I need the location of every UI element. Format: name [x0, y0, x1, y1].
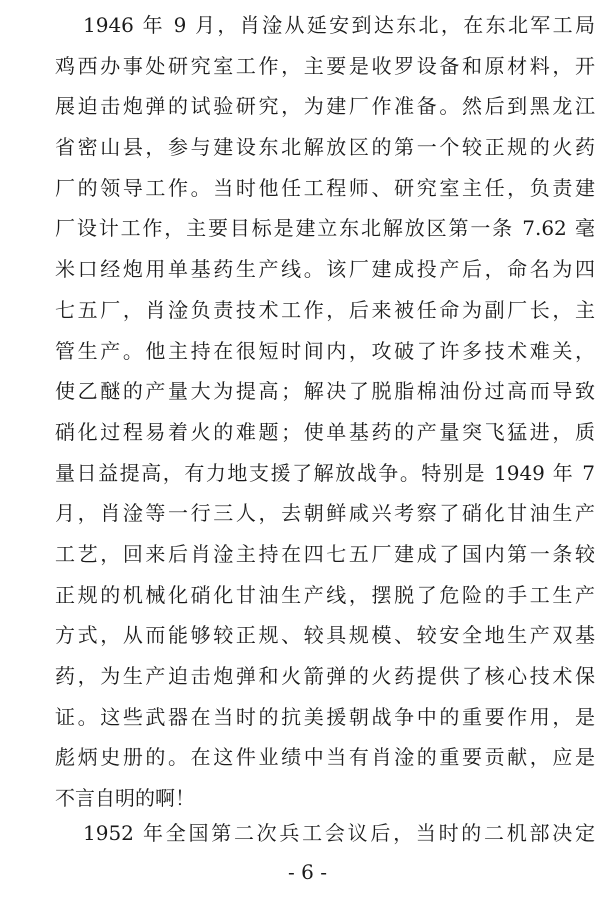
text-line: 正规的机械化硝化甘油生产线，摆脱了危险的手工生产	[55, 582, 595, 607]
text-line: 厂设计工作，主要目标是建立东北解放区第一条 7.62 毫	[55, 216, 595, 241]
text-line: 硝化过程易着火的难题；使单基药的产量突飞猛进，质	[55, 419, 595, 444]
text-line: 1946 年 9 月，肖淦从延安到达东北，在东北军工局	[83, 13, 595, 37]
text-line: 量日益提高，有力地支援了解放战争。特别是 1949 年 7	[55, 460, 595, 485]
text-line: 不言自明的啊！	[55, 786, 195, 811]
paragraph-2	[55, 813, 595, 854]
text-line: 管生产。他主持在很短时间内，攻破了许多技术难关，	[55, 338, 595, 363]
text-line: 鸡西办事处研究室工作，主要是收罗设备和原材料，开	[55, 53, 595, 78]
text-line: 厂的领导工作。当时他任工程师、研究室主任，负责建	[55, 175, 595, 200]
paragraph-1	[55, 5, 595, 819]
text-line: 展迫击炮弹的试验研究，为建厂作准备。然后到黑龙江	[55, 94, 595, 119]
text-line: 米口经炮用单基药生产线。该厂建成投产后，命名为四	[55, 257, 595, 282]
text-line: 工艺，回来后肖淦主持在四七五厂建成了国内第一条较	[55, 541, 595, 566]
text-line: 1952 年全国第二次兵工会议后，当时的二机部决定	[83, 821, 595, 845]
text-line: 省密山县，参与建设东北解放区的第一个较正规的火药	[55, 135, 595, 160]
text-line: 使乙醚的产量大为提高；解决了脱脂棉油份过高而导致	[55, 379, 595, 404]
page-number: - 6 -	[288, 860, 327, 884]
text-line: 七五厂，肖淦负责技术工作，后来被任命为副厂长，主	[55, 297, 595, 322]
text-line: 月，肖淦等一行三人，去朝鲜咸兴考察了硝化甘油生产	[55, 501, 595, 526]
text-line: 证。这些武器在当时的抗美援朝战争中的重要作用，是	[55, 704, 595, 729]
text-line: 彪炳史册的。在这件业绩中当有肖淦的重要贡献，应是	[55, 745, 595, 770]
text-line: 药，为生产迫击炮弹和火箭弹的火药提供了核心技术保	[55, 664, 595, 688]
text-line: 方式，从而能够较正规、较具规模、较安全地生产双基	[55, 623, 595, 648]
